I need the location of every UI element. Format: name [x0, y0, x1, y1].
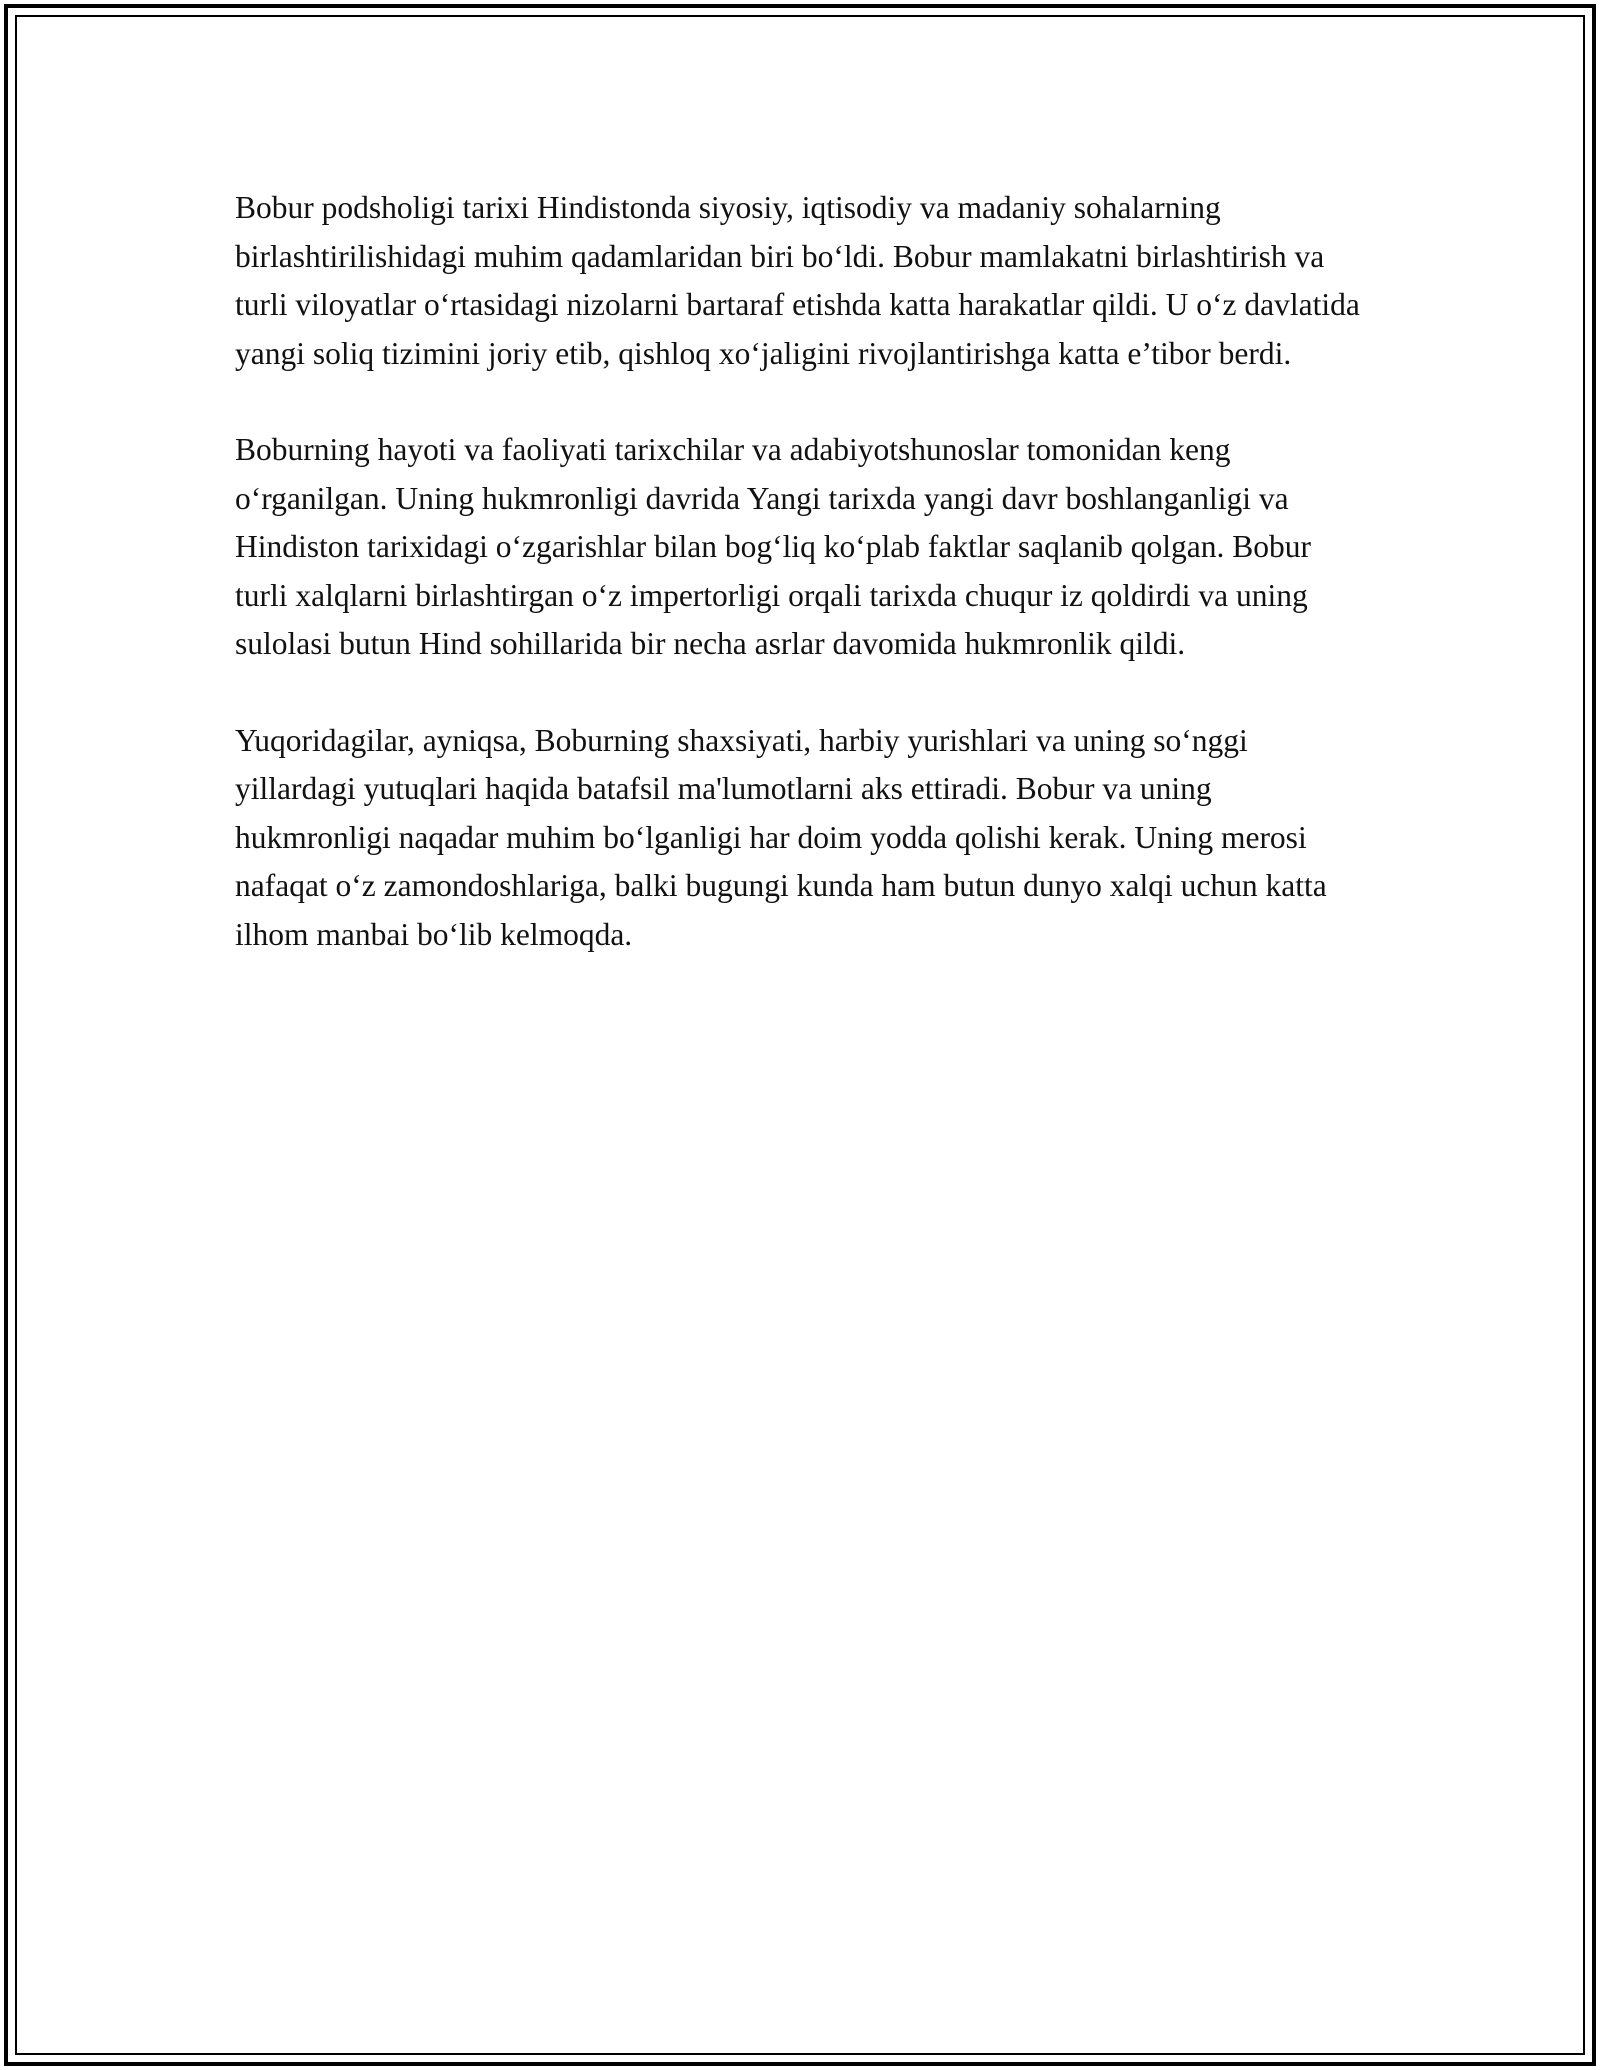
- paragraph-2: Boburning hayoti va faoliyati tarixchilar va adabiyotshunoslar tomonidan keng o‘rganilgan. Uning hukmronligi davrida Yangi tarixda yangi davr boshlanganligi va Hindiston tarixidagi o‘zgarishlar bilan bog‘liq ko‘plab faktlar saqlanib qolgan. Bobur turli xalqlarni birlashtirgan o‘z impertorligi orqali tarixda chuqur iz qoldirdi va uning sulolasi butun Hind sohillarida bir necha asrlar davomida hukmronlik qildi.: [235, 432, 1311, 661]
- paragraph-3: Yuqoridagilar, ayniqsa, Boburning shaxsiyati, harbiy yurishlari va uning so‘nggi yillardagi yutuqlari haqida batafsil ma'lumotlarni aks ettiradi. Bobur va uning hukmronligi naqadar muhim bo‘lganligi har doim yodda qolishi kerak. Uning merosi nafaqat o‘z zamondoshlariga, balki bugungi kunda ham butun dunyo xalqi uchun katta ilhom manbai bo‘lib kelmoqda.: [235, 722, 1327, 952]
- document-body: [235, 184, 1365, 1007]
- paragraph-1: Bobur podsholigi tarixi Hindistonda siyosiy, iqtisodiy va madaniy sohalarning birlashtirilishidagi muhim qadamlaridan biri bo‘ldi. Bobur mamlakatni birlashtirish va turli viloyatlar o‘rtasidagi nizolarni bartaraf etishda katta harakatlar qildi. U o‘z davlatida yangi soliq tizimini joriy etib, qishloq xo‘jaligini rivojlantirishga katta e’tibor berdi.: [235, 190, 1360, 371]
